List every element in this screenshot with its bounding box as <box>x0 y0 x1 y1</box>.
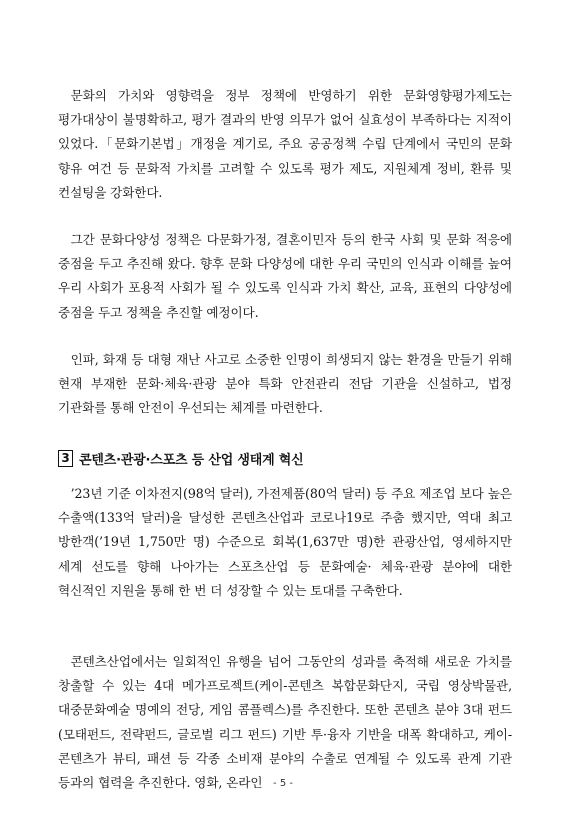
page-number: - 5 - <box>273 778 293 789</box>
section-number-box: 3 <box>58 450 73 467</box>
section-title: 콘텐츠·관광·스포츠 등 산업 생태계 혁신 <box>79 452 304 468</box>
document-page <box>58 84 512 819</box>
paragraph-content-industry: 콘텐츠산업에서는 일회적인 유행을 넘어 그동안의 성과를 축적해 새로운 가치를 창출할 수 있는 4대 메가프로젝트(케이-콘텐츠 복합문화단지, 국립 영상박물관, 대중문화예술 명예의 전당, 게임 콤플렉스)를 추진한다. 또한 콘텐츠 분야 3대 펀드(모태펀드, 전략펀드, 글로벌 리그 펀드) 기반 투·융자 기반을 대폭 확대하고, 케이-콘텐츠가 뷰티, 패션 등 각종 소비재 분야의 수출로 연계될 수 있도록 관계 기관 등과의 협력을 추진한다. 영화, 온라인 <box>58 654 512 791</box>
paragraph-cultural-impact-assessment: 문화의 가치와 영향력을 정부 정책에 반영하기 위한 문화영향평가제도는 평가대상이 불명확하고, 평가 결과의 반영 의무가 없어 실효성이 부족하다는 지적이 있었다.「문화기본법」개정을 계기로, 주요 공공정책 수립 단계에서 국민의 문화 향유 여건 등 문화적 가치를 고려할 수 있도록 평가 제도, 지원체계 정비, 환류 및 컨설팅을 강화한다. <box>58 88 512 200</box>
paragraph-cultural-diversity: 그간 문화다양성 정책은 다문화가정, 결혼이민자 등의 한국 사회 및 문화 적응에 중점을 두고 추진해 왔다. 향후 문화 다양성에 대한 우리 국민의 인식과 이해를 높여 우리 사회가 포용적 사회가 될 수 있도록 인식과 가치 확산, 교육, 표현의 다양성에 중점을 두고 정책을 추진할 예정이다. <box>58 232 512 320</box>
paragraph-industry-overview: ’23년 기준 이차전지(98억 달러), 가전제품(80억 달러) 등 주요 제조업 보다 높은 수출액(133억 달러)을 달성한 콘텐츠산업과 코로나19로 주춤 했지만, 역대 최고 방한객(’19년 1,750만 명) 수준으로 회복(1,637만 명)한 관광산업, 영세하지만 세계 선도를 향해 나아가는 스포츠산업 등 문화예술· 체육·관광 분야에 대한 혁신적인 지원을 통해 한 번 더 성장할 수 있는 토대를 구축한다. <box>58 486 512 598</box>
paragraph-safety-agency: 인파, 화재 등 대형 재난 사고로 소중한 인명이 희생되지 않는 환경을 만들기 위해 현재 부재한 문화·체육·관광 분야 특화 안전관리 전담 기관을 신설하고, 법정 기관화를 통해 안전이 우선되는 체계를 마련한다. <box>58 352 512 416</box>
section-heading <box>58 446 512 470</box>
